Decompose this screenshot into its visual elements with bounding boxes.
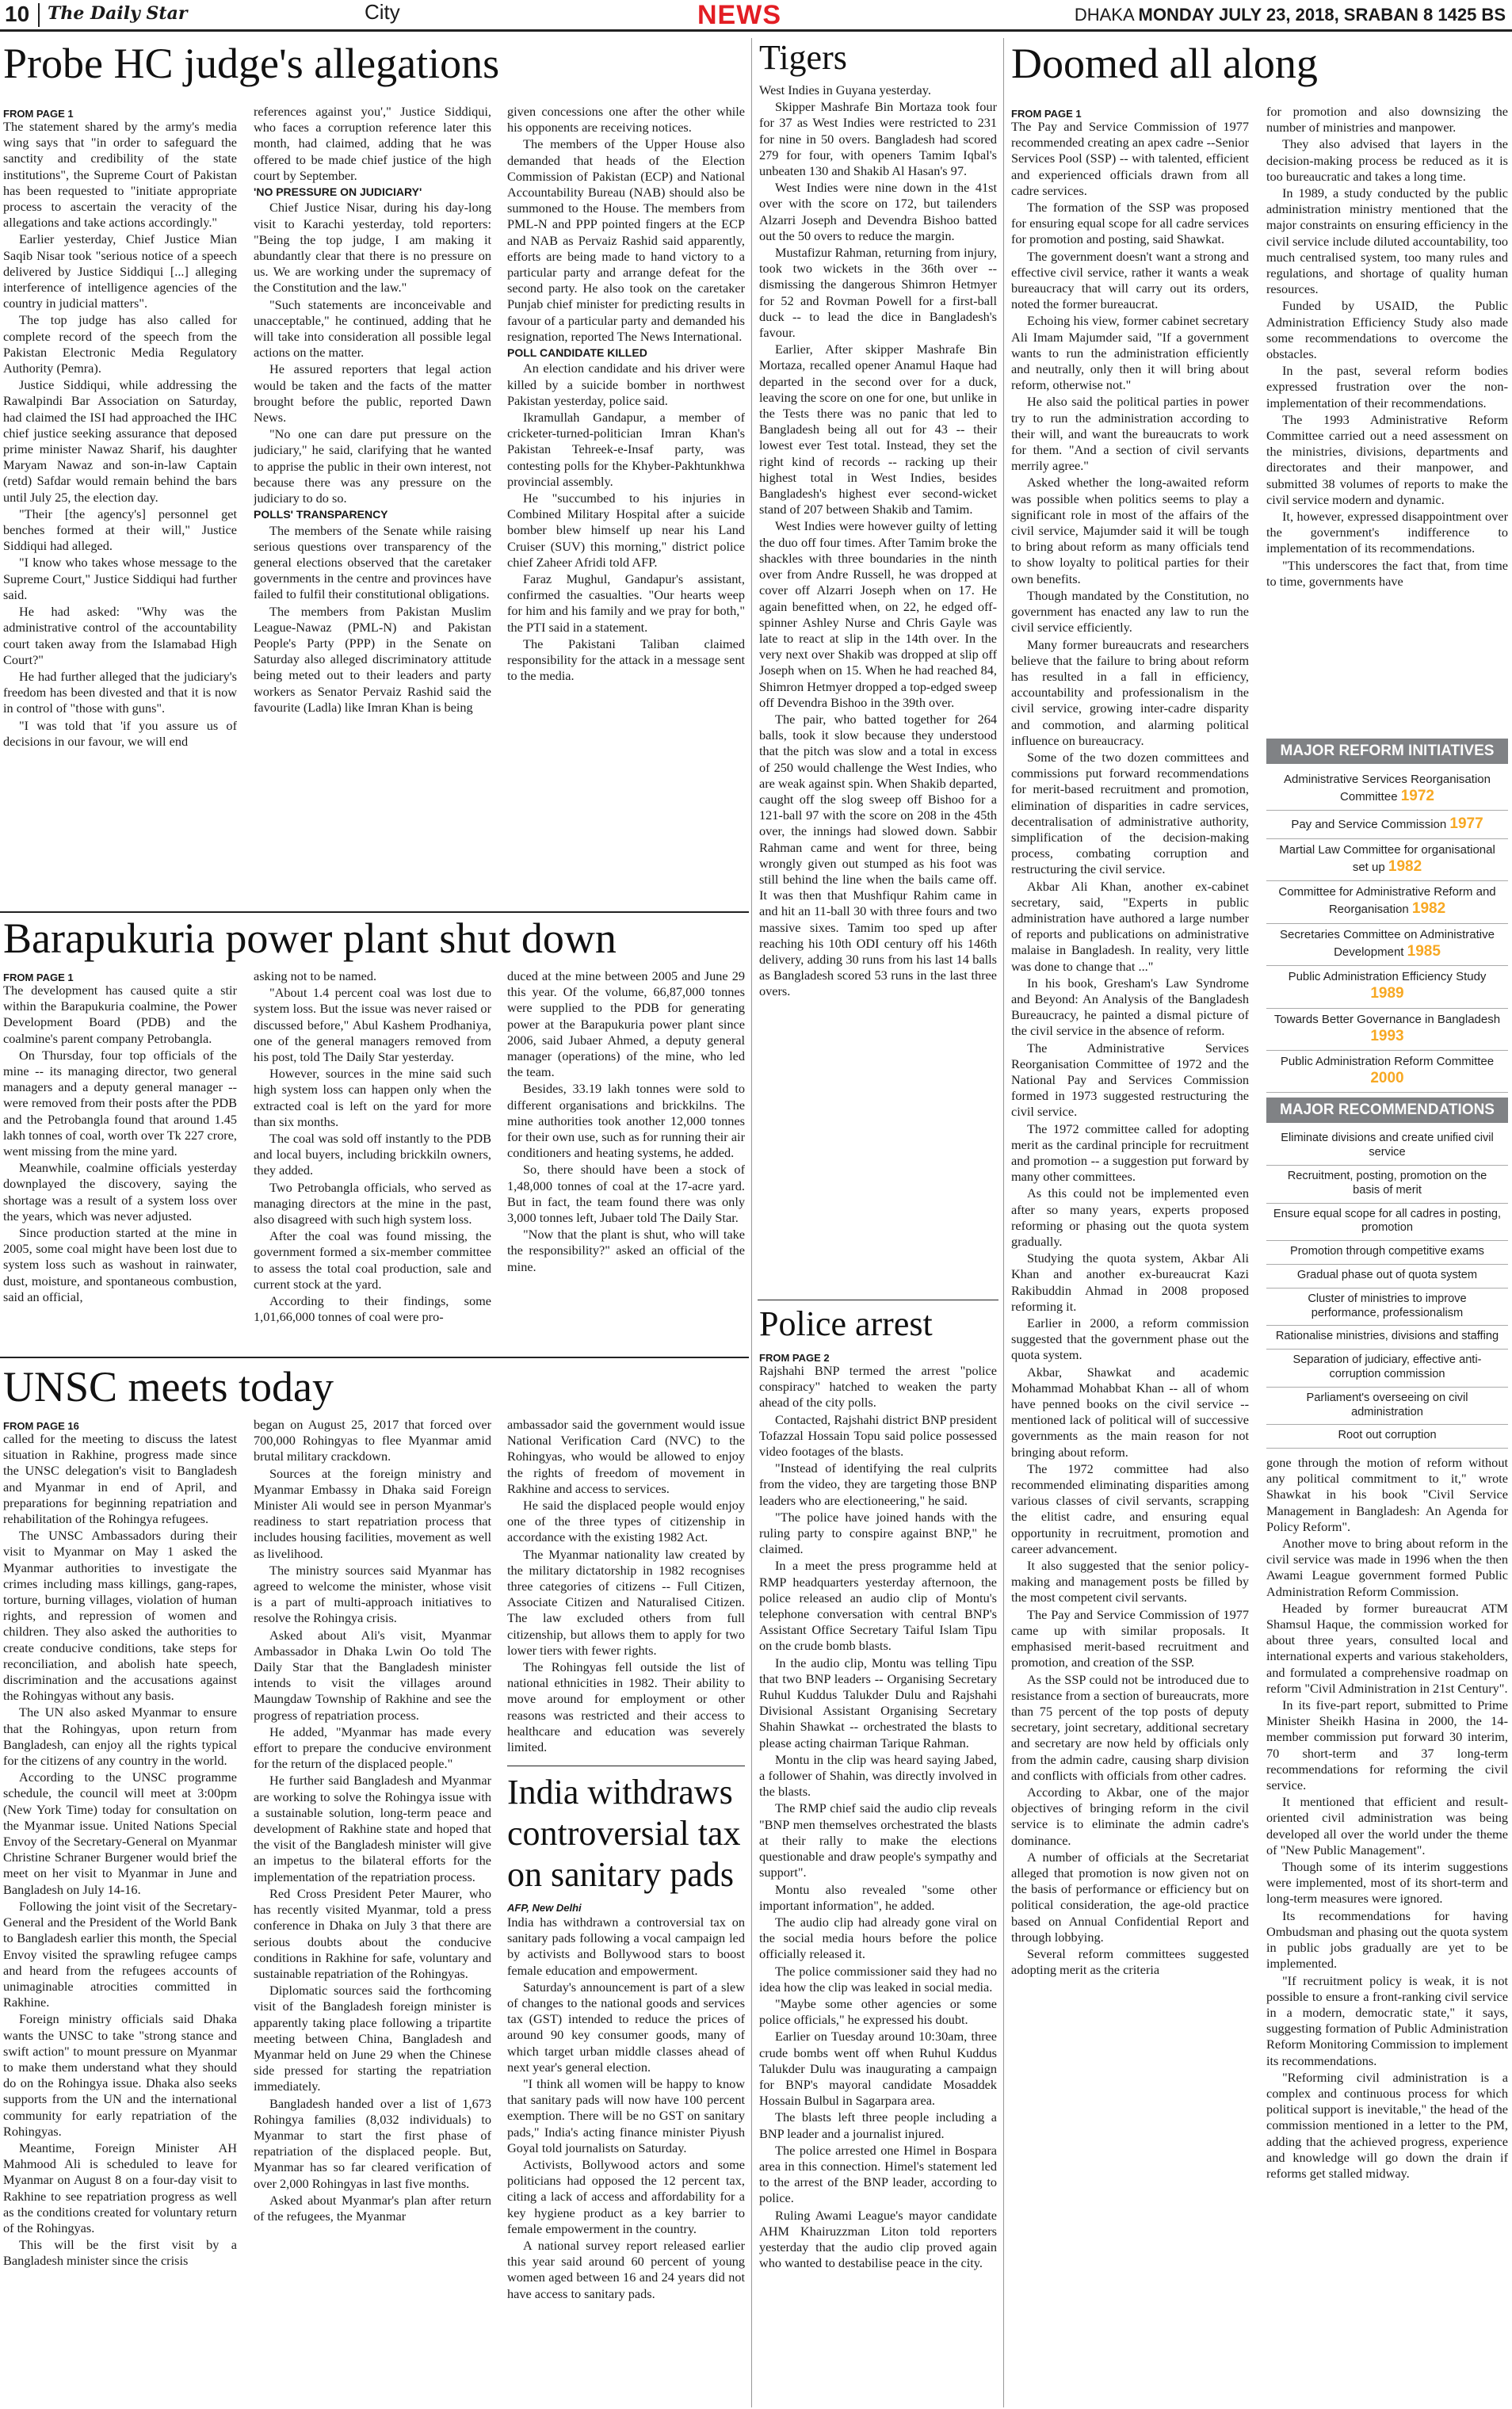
paragraph: Meanwhile, coalmine officials yesterday downplayed the discovery, saying the shortage was a result of a system loss over the years, which was never adjusted. <box>3 1160 237 1224</box>
paragraph: Earlier on Tuesday around 10:30am, three crude bombs went off when Ruhul Kuddus Talukder Dulu was inaugurating a campaign for BNP's mayoral candidate Mosaddek Hossain Bulbul in Sagarpara area. <box>759 2029 997 2109</box>
paragraph: The RMP chief said the audio clip reveals "BNP men themselves orchestrated the blasts at their rally to make the elections questionable and draw people's sympathy and support". <box>759 1800 997 1880</box>
paragraph: According to Akbar, one of the major objectives of bringing reform in the civil service is to eliminate the admin cadre's dominance. <box>1011 1784 1249 1848</box>
paragraph: given concessions one after the other while his opponents are receiving notices. <box>507 104 745 136</box>
paragraph: "Now that the plant is shut, who will take the responsibility?" asked an official of the mine. <box>507 1227 745 1274</box>
paragraph: Two Petrobangla officials, who served as managing directors at the mine in the past, also disagreed with such high system loss. <box>254 1179 491 1227</box>
paragraph: Mustafizur Rahman, returning from injury, took two wickets in the 36th over -- dismissing the dangerous Shimron Hetmyer for 52 and Rovman Powell for a first-ball duck -- to lead the dice in Bangladesh's favour. <box>759 245 997 341</box>
paragraph: The members from Pakistan Muslim League-Nawaz (PML-N) and Pakistan People's Party (PPP) in the Senate on Saturday also alleged discriminatory attitude being meted out to their leaders and party workers as Senator Pervaiz Rashid said the favourite (Ladla) like Imran Khan is being <box>254 603 491 715</box>
paragraph: The Pay and Service Commission of 1977 recommended creating an apex cadre --Senior Services Pool (SSP) -- with talented, efficient and experienced officials drawn from all cadre services. <box>1011 119 1249 198</box>
paragraph: The UN also asked Myanmar to ensure that the Rohingyas, upon return from Bangladesh, can enjoy all the rights typical for the citizens of any country in the world. <box>3 1705 237 1769</box>
story-column <box>254 968 491 1349</box>
initiative-name: Committee for Administrative Reform and Reorganisation <box>1278 885 1496 917</box>
reform-initiative-item <box>1266 1009 1508 1051</box>
paragraph: Asked whether the long-awaited reform was possible when politics seems to play a significant role in most of the affairs of the civil service, Majumder said it will be tough to bring about reform as many officials tend to show loyalty to political parties for their own benefits. <box>1011 475 1249 586</box>
initiative-name: Secretaries Committee on Administrative Development <box>1280 927 1495 959</box>
paragraph: The Administrative Services Reorganisation Committee of 1972 and the National Pay and Services Commission formed in 1973 suggested restructuring the civil service. <box>1011 1040 1249 1120</box>
masthead <box>0 0 1512 32</box>
paragraph: Activists, Bollywood actors and some politicians had opposed the 12 percent tax, citing a lack of access and affordability for a key hygiene product as a key barrier to female empowerment in the country. <box>507 2157 745 2236</box>
paragraph: The ministry sources said Myanmar has agreed to welcome the minister, whose visit is a part of multi-approach initiatives to resolve the Rohingya crisis. <box>254 1562 491 1626</box>
initiative-year: 2000 <box>1370 1070 1404 1087</box>
paragraph: The pair, who batted together for 264 balls, took it slow because they understood that the pitch was slow and a total in excess of 250 would challenge the West Indies, who are weak against spin. When Shakib departed, caught off the slog sweep off Bishoo for a 121-ball 97 with the score on 208 in the 45th over, the innings had slowed down. Sabbir Rahman came and went for three, being wrongly given out stumped as his foot was still behind the line when the bails came off. It was then that Mushfiqur Rahim came in and hit an 11-ball 30 with three fours and two massive sixes. Tamim too sped up after reaching his 10th ODI century off his 146th delivery, adding 30 runs from his last 14 balls as Bangladesh scored 53 runs in the last three overs. <box>759 711 997 999</box>
recommendation-item: Gradual phase out of quota system <box>1266 1265 1508 1288</box>
recommendation-item: Parliament's overseeing on civil administration <box>1266 1388 1508 1426</box>
byline-doomed: FROM PAGE 1 <box>1011 108 1082 120</box>
paragraph: Several reform committees suggested adopting merit as the criteria <box>1011 1945 1249 1978</box>
paragraph: called for the meeting to discuss the latest situation in Rakhine, progress made since the UNSC delegation's visit to Bangladesh and Myanmar in end of April, and preparations for beginning repatriation and rehabilitation of the Rohingya refugees. <box>3 1431 237 1527</box>
headline-doomed: Doomed all along <box>1011 40 1318 87</box>
section-divider <box>0 1357 749 1358</box>
paragraph: The Pay and Service Commission of 1977 came up with similar proposals. It emphasised merit-based recruitment and promotion, and creation of the SSP. <box>1011 1606 1249 1670</box>
paragraph: Saturday's announcement is part of a slew of changes to the national goods and services tax (GST) intended to reduce the prices of around 90 key consumer goods, many of which target urban middle classes ahead of next year's general election. <box>507 1979 745 2075</box>
headline-india-tax: India withdraws controversial tax on sanitary pads <box>507 1773 741 1894</box>
initiative-name: Pay and Service Commission <box>1291 818 1450 832</box>
paragraph: Headed by former bureaucrat ATM Shamsul Haque, the commission worked for about three years, consulted local and international experts and various stakeholders, and formulated a comprehensive roadmap on reform "Civil Administration in 21st Century". <box>1266 1600 1508 1696</box>
paragraph: However, sources in the mine said such high system loss can happen only when the extracted coal is left on the yard for more than six months. <box>254 1066 491 1129</box>
headline-tigers: Tigers <box>759 38 847 77</box>
infobox-title-initiatives: MAJOR REFORM INITIATIVES <box>1266 739 1508 764</box>
paragraph: Foreign ministry officials said Dhaka wants the UNSC to take "strong stance and swift action" to mount pressure on Myanmar to make them understand what they should do on the Rohingya issue. Dhaka also seeks supports from the UN and the international community for early repatriation of the Rohingyas. <box>3 2011 237 2139</box>
column-rule <box>1003 38 1004 2407</box>
paragraph: Another move to bring about reform in the civil service was made in 1996 when the then Awami League government formed Public Administration Reform Commission. <box>1266 1536 1508 1599</box>
paragraph: He assured reporters that legal action would be taken and the facts of the matter brought before the public, reported Dawn News. <box>254 361 491 426</box>
initiative-year: 1972 <box>1400 788 1434 805</box>
byline-unsc: FROM PAGE 16 <box>3 1420 79 1432</box>
paragraph: The police arrested one Himel in Bospara area in this connection. Himel's statement led to the arrest of the BNP leader, according to police. <box>759 2142 997 2206</box>
initiative-year: 1989 <box>1370 985 1404 1002</box>
byline-police: FROM PAGE 2 <box>759 1352 830 1364</box>
recommendation-item: Eliminate divisions and create unified civil service <box>1266 1128 1508 1166</box>
recommendation-item: Recruitment, posting, promotion on the basis of merit <box>1266 1166 1508 1204</box>
paragraph: Diplomatic sources said the forthcoming visit of the Bangladesh foreign minister is apparently taking place following a tripartite meeting between China, Bangladesh and Myanmar held on June 29 when the Chinese side pressed for starting the repatriation immediately. <box>254 1983 491 2094</box>
paragraph: The formation of the SSP was proposed for ensuring equal scope for all cadre services for promotion and posting, said Shawkat. <box>1011 200 1249 247</box>
paragraph: "No one can dare put pressure on the judiciary," he said, clarifying that he wanted to apprise the public in their own interest, not because there was any pressure on the judiciary to do so. <box>254 426 491 506</box>
paragraph: On Thursday, four top officials of the mine -- its managing director, two general managers and a deputy general manager -- were removed from their posts after the PDB and the Petrobangla found that around 1.45 lakh tonnes of coal, worth over Tk 227 crore, went missing from the mine yard. <box>3 1047 237 1159</box>
paragraph: Montu in the clip was heard saying Jabed, a follower of Shahin, was directly involved in the blasts. <box>759 1751 997 1800</box>
paragraph: Its recommendations for having Ombudsman and phasing out the quota system in public jobs gradually are yet to be implemented. <box>1266 1907 1508 1972</box>
paragraph: Contacted, Rajshahi district BNP president Tofazzal Hossain Topu said police possessed video footages of the blasts. <box>759 1411 997 1460</box>
recommendation-item: Ensure equal scope for all cadres in posting, promotion <box>1266 1204 1508 1242</box>
story-column <box>1266 1455 1508 2407</box>
paragraph: It, however, expressed disappointment over the government's indifference to implementation of its recommendations. <box>1266 509 1508 556</box>
paragraph: In a meet the press programme held at RMP headquarters yesterday afternoon, the police released an audio clip of Montu's telephone conversation with central BNP's Assistant Office Secretary Taiful Islam Tipu on the crude bomb blasts. <box>759 1558 997 1654</box>
paragraph: The Pakistani Taliban claimed responsibility for the attack in a message sent to the media. <box>507 636 745 684</box>
byline-probe: FROM PAGE 1 <box>3 108 74 120</box>
paragraph: As this could not be implemented even after so many years, experts proposed reforming or phasing out the quota system gradually. <box>1011 1185 1249 1250</box>
paragraph: Chief Justice Nisar, during his day-long visit to Karachi yesterday, told reporters: "Being the top judge, I am making it abundantly clear that there is no pressure on us. We are working under the supremacy of the Constitution and the law." <box>254 200 491 296</box>
reform-initiative-item <box>1266 811 1508 838</box>
paragraph: West Indies in Guyana yesterday. <box>759 82 931 97</box>
reform-infobox <box>1266 739 1508 1452</box>
paragraph: In the audio clip, Montu was telling Tipu that two BNP leaders -- Organising Secretary Ruhul Kuddus Talukder Dulu and Rajshahi Divisional Assistant Organising Secretary Shahin Shawkat -- orchestrated the blasts to please acting chairman Tarique Rahman. <box>759 1655 997 1750</box>
paragraph: Many former bureaucrats and researchers believe that the failure to bring about reform has resulted in a fall in efficiency, accountability and professionalism in the civil service, growing inter-cadre disparity and commotion, and alarming political influence on bureaucracy. <box>1011 636 1249 748</box>
initiative-year: 1985 <box>1407 942 1441 960</box>
headline-police-arrest: Police arrest <box>759 1304 933 1343</box>
paragraph: "If recruitment policy is weak, it is not possible to ensure a front-ranking civil service in a modern, democratic state," it says, suggesting formation of Public Administration Reform Monitoring Commission to implement its recommendations. <box>1266 1972 1508 2068</box>
story-column <box>1266 104 1508 738</box>
recommendation-item: Root out corruption <box>1266 1425 1508 1449</box>
reform-initiative-item <box>1266 966 1508 1008</box>
paragraph: Funded by USAID, the Public Administration Efficiency Study also made some recommendations to overcome the obstacles. <box>1266 298 1508 362</box>
story-column <box>507 104 745 904</box>
column-rule <box>751 38 752 2407</box>
initiative-year: 1982 <box>1411 900 1446 918</box>
recommendation-item: Promotion through competitive exams <box>1266 1241 1508 1265</box>
paragraph: Following the joint visit of the Secretary-General and the President of the World Bank to Bangladesh earlier this month, the Special Envoy visited the sprawling refugee camps and heard from the refugees accounts of unimaginable atrocities committed in Rakhine. <box>3 1898 237 2010</box>
paragraph: "The police have joined hands with the ruling party to conspire against BNP," he claimed. <box>759 1509 997 1557</box>
paragraph: Justice Siddiqui, while addressing the Rawalpindi Bar Association on Saturday, had claimed the ISI had approached the IHC chief justice seeking assurance that deposed prime minister Nawaz Sharif, his daughter Maryam Nawaz and son-in-law Captain (retd) Safdar would remain behind the bars until July 25, the election day. <box>3 377 237 505</box>
paragraph: According to their findings, some 1,01,66,000 tonnes of coal were pro- <box>254 1293 491 1325</box>
paragraph: for promotion and also downsizing the number of ministries and manpower. <box>1266 104 1508 136</box>
paragraph: The police commissioner said they had no idea how the clip was leaked in social media. <box>759 1963 997 1995</box>
paragraph: The blasts left three people including a BNP leader and a journalist injured. <box>759 2109 997 2141</box>
story-column <box>3 1431 237 2407</box>
paragraph: began on August 25, 2017 that forced over 700,000 Rohingyas to flee Myanmar amid brutal military crackdown. <box>254 1417 491 1464</box>
paragraph: Though mandated by the Constitution, no government has enacted any law to run the civil service efficiently. <box>1011 587 1249 636</box>
headline-barapukuria: Barapukuria power plant shut down <box>3 914 617 962</box>
paragraph: He said the displaced people would enjoy one of the three types of citizenship in accordance with the existing 1982 Act. <box>507 1498 745 1545</box>
initiative-year: 1977 <box>1449 815 1483 833</box>
initiative-name: Public Administration Efficiency Study <box>1288 970 1487 984</box>
paragraph: Rajshahi BNP termed the arrest "police conspiracy" hatched to weaken the party ahead of the city polls. <box>759 1363 997 1411</box>
paragraph: India has withdrawn a controversial tax on sanitary pads following a vocal campaign led by activists and Bollywood stars to boost female education and empowerment. <box>507 1915 745 1978</box>
paragraph: Earlier in 2000, a reform commission suggested that the government phase out the quota system. <box>1011 1315 1249 1363</box>
paragraph: Echoing his view, former cabinet secretary Ali Imam Majumder said, "If a government wants to run the administration efficiently and neutrally, only then it will bring about reform, otherwise not." <box>1011 313 1249 393</box>
paragraph: In its five-part report, submitted to Prime Minister Sheikh Hasina in 2000, the 14-member commission put forward 30 interim, 70 short-term and 37 long-term recommendations for reforming the civil service. <box>1266 1697 1508 1793</box>
paragraph: He had further alleged that the judiciary's freedom has been divested and that it is now in control of "those with guns". <box>3 668 237 716</box>
paragraph: He had asked: "Why was the administrative control of the accountability court taken away from the Islamabad High Court?" <box>3 604 237 667</box>
story-column <box>3 119 237 911</box>
paragraph: In 1989, a study conducted by the public administration ministry mentioned that the major constraints on ensuring efficiency in the civil service include diluted accountability, too much centralised system, too many rules and regulations, and shortage of quality human resources. <box>1266 185 1508 297</box>
section-name: City <box>365 0 400 24</box>
paragraph: So, there should have been a stock of 1,48,000 tonnes of coal at the 17-acre yard. But in fact, the team found there was only 3,000 tonnes left, Jubaer told The Daily Star. <box>507 1162 745 1226</box>
paragraph: An election candidate and his driver were killed by a suicide bomber in northwest Pakistan yesterday, police said. <box>507 361 745 408</box>
paragraph: Meantime, Foreign Minister AH Mahmood Ali is scheduled to leave for Myanmar on August 8 on a four-day visit to Rakhine to see repatriation progress as well as the conditions created for voluntary return of the Rohingyas. <box>3 2140 237 2235</box>
paragraph: In his book, Gresham's Law Syndrome and Beyond: An Analysis of the Bangladesh Bureaucracy, he painted a dismal picture of the civil service in the absence of reform. <box>1011 975 1249 1039</box>
recommendation-item: Separation of judiciary, effective anti-corruption commission <box>1266 1350 1508 1388</box>
story-column <box>1011 119 1249 2407</box>
initiative-name: Towards Better Governance in Bangladesh <box>1273 1012 1501 1026</box>
infobox-title-recommendations: MAJOR RECOMMENDATIONS <box>1266 1098 1508 1123</box>
paragraph: The development has caused quite a stir within the Barapukuria coalmine, the Power Development Board (PDB) and the coalmine's parent company Petrobangla. <box>3 983 237 1046</box>
story-column <box>3 983 237 1347</box>
story-column <box>759 1363 997 2407</box>
initiative-name: Public Administration Reform Committee <box>1280 1054 1495 1068</box>
paragraph: The UNSC Ambassadors during their visit to Myanmar on May 1 asked the Myanmar authorities to investigate the crimes including mass killings, gang-rapes, torture, burning villages, violation of human rights, and repression of women and children. They also asked the authorities to create conducive conditions, take steps for reconciliation, and abolish hate speech, discrimination and the accusations against the Rohingyas without any basis. <box>3 1528 237 1704</box>
story-column <box>254 1417 491 2407</box>
paragraph: duced at the mine between 2005 and June 29 this year. Of the volume, 66,87,000 tonnes were supplied to the PDB for generating power at the Barapukuria power plant since 2006, said Jubaer Ahmed, a deputy general manager (operations) of the mine, who led the team. <box>507 968 745 1080</box>
masthead-divider <box>38 3 40 27</box>
paragraph: The government doesn't want a strong and effective civil service, rather it wants a weak bureaucracy that will carry out its orders, noted the former bureaucrat. <box>1011 248 1249 312</box>
initiative-year: 1993 <box>1370 1027 1404 1044</box>
paragraph: Sources at the foreign ministry and Myanmar Embassy in Dhaka said Foreign Minister Ali would see in person Myanmar's readiness to start repatriation process that includes housing facilities, movement as well as livelihood. <box>254 1465 491 1561</box>
paragraph: West Indies were however guilty of letting the duo off four times. After Tamim broke the shackles with three boundaries in the ninth over from Andre Russell, he was dropped at cover off Alzarri Joseph when on 17. He again benefitted when, on 22, he edged off-spinner Ashley Nurse and Chris Gayle was late to react at slip in the 14th over. In the very next over Shakib was dropped at slip off Joseph when on 15. When he had reached 84, Shimron Hetmyer dropped a top-edged sweep off Devendra Bishoo in the 39th over. <box>759 518 997 710</box>
paragraph: The 1972 committee called for adopting merit as the cardinal principle for recruitment and promotion -- a suggestion put forward by many other committees. <box>1011 1121 1249 1185</box>
paragraph: "I think all women will be happy to know that sanitary pads will now have 100 percent exemption. There will be no GST on sanitary pads," India's acting finance minister Piyush Goyal told journalists on Saturday. <box>507 2076 745 2155</box>
paragraph: "This underscores the fact that, from time to time, governments have <box>1266 557 1508 589</box>
paragraph: Red Cross President Peter Maurer, who has recently visited Myanmar, told a press conference in Dhaka on July 3 that there are serious doubts about the conducive conditions in Rakhine for safe, voluntary and sustainable repatriation of the Rohingyas. <box>254 1885 491 1981</box>
section-divider <box>0 911 749 913</box>
reform-initiative-item <box>1266 924 1508 966</box>
paragraph: He "succumbed to his injuries in Combined Military Hospital after a suicide bomber blew himself up near his Land Cruiser (SUV) this morning," district police chief Zaheer Afridi told AFP. <box>507 491 745 570</box>
paragraph: He also said the political parties in power try to run the administration according to their will, and want the bureaucrats to work for them. "And a section of civil servants merrily agree." <box>1011 394 1249 474</box>
paragraph: The statement shared by the army's media wing says that "in order to safeguard the sanctity and credibility of the state institutions", the Supreme Court of Pakistan has been requested to "initiate appropriate process to ascertain the veracity of the allegations and take actions accordingly." <box>3 119 237 231</box>
paragraph: According to the UNSC programme schedule, the council will meet at 3:00pm (New York Time) today for consultation on the Myanmar issue. United Nations Special Envoy of the Secretary-General on Myanmar Christine Schraner Burgener would brief the meet on her visit to Myanmar in June and Bangladesh on July 14-16. <box>3 1770 237 1897</box>
story-column <box>507 968 745 1349</box>
paragraph: references against you'," Justice Siddiqui, who faces a corruption reference later this month, had claimed, adding that he was offered to be made chief justice of the high court by September. <box>254 104 491 183</box>
paragraph: After the coal was found missing, the government formed a six-member committee to assess the total coal production, sale and current stock at the yard. <box>254 1228 491 1292</box>
paragraph: Ruling Awami League's mayor candidate AHM Khairuzzman Liton told reporters yesterday that the audio clip proved again who wanted to destabilise peace in the city. <box>759 2207 997 2271</box>
paragraph: Since production started at the mine in 2005, some coal might have been lost due to system loss such as washout in rainwater, dust, moisture, and spontaneous combustion, said an official, <box>3 1225 237 1304</box>
paragraph: The members of the Senate while raising serious questions over transparency of the general elections observed that the caretaker governments in the centre and provinces have failed to fulfil their constitutional obligations. <box>254 522 491 602</box>
paragraph: "Reforming civil administration is a complex and continuous process for which political support is inevitable," the head of the commission mentioned in a letter to the PM, adding that the achieved progress, experience and knowledge will go down the drain if reforms get stalled midway. <box>1266 2069 1508 2181</box>
headline-probe-hc-judge: Probe HC judge's allegations <box>3 40 500 87</box>
paragraph: "Instead of identifying the real culprits from the video, they are targeting those BNP leaders who are electioneering," he said. <box>759 1460 997 1508</box>
subheading: POLL CANDIDATE KILLED <box>507 346 647 360</box>
story-column <box>759 82 997 1295</box>
story-column <box>254 104 491 908</box>
paragraph: As the SSP could not be introduced due to resistance from a section of bureaucrats, more than 75 percent of the top posts of deputy secretary, joint secretary, additional secretary and secretary are now held by officials only from the admin cadre, causing sharp division and conflicts with officials from other cadres. <box>1011 1671 1249 1783</box>
paragraph: "Their [the agency's] personnel get benches formed at their will," Justice Siddiqui had alleged. <box>3 506 237 554</box>
recommendations-list <box>1266 1128 1508 1449</box>
paragraph: The Myanmar nationality law created by the military dictatorship in 1982 recognises three categories of citizens -- Full Citizen, Associate Citizen and Naturalised Citizen. The law excluded others from full citizenship, but allows them to apply for two lower tiers with fewer rights. <box>507 1546 745 1658</box>
paragraph: Earlier yesterday, Chief Justice Mian Saqib Nisar took "serious notice of a speech delivered by Justice Siddiqui [...] alleging interference of intelligence agencies of the country in judicial matters". <box>3 231 237 311</box>
paragraph: "Such statements are inconceivable and unacceptable," he continued, adding that he will take into consideration all possible legal actions on the matter. <box>254 296 491 361</box>
subheading: 'NO PRESSURE ON JUDICIARY' <box>254 185 422 199</box>
paragraph: The top judge has also called for complete record of the speech from the Pakistan Electronic Media Regulatory Authority (Pemra). <box>3 312 237 376</box>
initiative-year: 1982 <box>1388 857 1422 875</box>
paragraph: Some of the two dozen committees and commissions put forward recommendations for merit-based recruitment and promotion, elimination of disparities in cadre services, decentralisation of administrative authority, simplification of the decision-making process, combating corruption and restructuring the civil service. <box>1011 749 1249 877</box>
paragraph: Skipper Mashrafe Bin Mortaza took four for 37 as West Indies were restricted to 231 for nine in 50 overs. Bangladesh had scored 279 for four, with openers Tamim Iqbal's unbeaten 130 and Shakib Al Hasan's 97. <box>759 99 997 179</box>
paragraph: He further said Bangladesh and Myanmar are working to solve the Rohingya issue with a sustainable solution, long-term peace and development of Rakhine state and hoped that the visit of the Bangladesh minister will give an impetus to the bilateral efforts for the implementation of the repatriation process. <box>254 1773 491 1884</box>
paragraph: Besides, 33.19 lakh tonnes were sold to different organisations and brickkilns. The mine authorities took another 12,000 tonnes for their own use, such as for running their air conditioners and heating systems, he added. <box>507 1081 745 1161</box>
paragraph: ambassador said the government would issue National Verification Card (NVC) to the Rohingyas, who would be allowed to enjoy the rights of freedom of movement in Rakhine and access to services. <box>507 1417 745 1496</box>
paragraph: The 1972 committee had also recommended eliminating disparities among various classes of civil servants, scrapping the elitist cadre, and ensuring equal opportunity in recruitment, promotion and career advancement. <box>1011 1460 1249 1556</box>
paragraph: Ikramullah Gandapur, a member of cricketer-turned-politician Imran Khan's Pakistan Tehreek-e-Insaf party, was contesting polls for the Khyber-Pakhtunkhwa provincial assembly. <box>507 410 745 489</box>
issue-date: DHAKA MONDAY JULY 23, 2018, SRABAN 8 1425 BS <box>1074 5 1506 25</box>
reform-initiative-item <box>1266 881 1508 923</box>
paragraph: "About 1.4 percent coal was lost due to system loss. But the issue was never raised or discussed before," Abul Kashem Prodhaniya, one of the general managers removed from his post, told The Daily Star yesterday. <box>254 985 491 1065</box>
paragraph: It mentioned that efficient and result-oriented civil administration was being developed all over the world under the theme of "New Public Management". <box>1266 1794 1508 1857</box>
reform-initiative-item <box>1266 839 1508 881</box>
reform-initiative-item <box>1266 769 1508 811</box>
paragraph: Studying the quota system, Akbar Ali Khan and another ex-bureaucrat Kazi Rakibuddin Ahmad in 2008 proposed reforming it. <box>1011 1250 1249 1314</box>
paragraph: The 1993 Administrative Reform Committee carried out a need assessment on the ministries, divisions, departments and directorates and their manpower, and submitted 38 volumes of reports to make the civil service modern and dynamic. <box>1266 411 1508 507</box>
paragraph: They also advised that layers in the decision-making process be reduced as it is too bureaucratic and takes a long time. <box>1266 136 1508 184</box>
paragraph: "Maybe some other agencies or some police officials," he expressed his doubt. <box>759 1995 997 2028</box>
paragraph: The Rohingyas fell outside the list of national ethnicities in 1982. Their ability to move around for employment or other reasons was restricted and their access to healthcare and education was severely limited. <box>507 1659 745 1755</box>
subheading: POLLS' TRANSPARENCY <box>254 508 388 521</box>
paragraph: asking not to be named. <box>254 968 377 983</box>
byline-barapukuria: FROM PAGE 1 <box>3 972 74 983</box>
paragraph: He added, "Myanmar has made every effort to prepare the conducive environment for the return of the displaced people." <box>254 1724 491 1772</box>
paragraph: The coal was sold off instantly to the PDB and local buyers, including brickkiln owners, they added. <box>254 1131 491 1178</box>
paragraph: Faraz Mughul, Gandapur's assistant, confirmed the casualties. "Our hearts weep for him and his family and we pray for both," the PTI said in a statement. <box>507 571 745 635</box>
section-label: NEWS <box>697 0 781 30</box>
paragraph: gone through the motion of reform without any political commitment to it," wrote Shawkat in his book "Civil Service Management in Bangladesh: An Agenda for Policy Reform". <box>1266 1455 1508 1534</box>
paragraph: West Indies were nine down in the 41st over with the score on 172, but tailenders Alzarri Joseph and Devendra Bishoo batted out the 50 overs to reduce the margin. <box>759 180 997 243</box>
reform-initiative-item <box>1266 1051 1508 1093</box>
headline-unsc: UNSC meets today <box>3 1363 334 1411</box>
paper-name: The Daily Star <box>48 3 188 24</box>
paragraph: "I was told that 'if you assure us of decisions in our favour, we will end <box>3 717 237 749</box>
page-number: 10 <box>5 2 30 26</box>
paragraph: "I know who takes whose message to the Supreme Court," Justice Siddiqui had further said. <box>3 555 237 602</box>
paragraph: A national survey report released earlier this year said around 60 percent of young women aged between 16 and 24 years did not have access to sanitary pads. <box>507 2238 745 2301</box>
paragraph: The audio clip had already gone viral on the social media hours before the police officially released it. <box>759 1914 997 1962</box>
paragraph: This will be the first visit by a Bangladesh minister since the crisis <box>3 2237 237 2269</box>
paragraph: Akbar, Shawkat and academic Mohammad Mohabbat Khan -- all of whom have penned books on the civil service -- mentioned lack of political will of successive governments as the main reason for not bringing about reform. <box>1011 1364 1249 1460</box>
paragraph: Bangladesh handed over a list of 1,673 Rohingya families (8,032 individuals) to Myanmar to start the first phase of repatriation of the displaced people. But, Myanmar has so far cleared verification of over 2,000 Rohingyas in last five months. <box>254 2095 491 2191</box>
story-column <box>507 1417 745 1758</box>
paragraph: Montu also revealed "some other important information", he added. <box>759 1881 997 1913</box>
initiative-name: Martial Law Committee for organisational set up <box>1279 842 1495 874</box>
recommendation-item: Cluster of ministries to improve performance, professionalism <box>1266 1288 1508 1327</box>
paragraph: Asked about Ali's visit, Myanmar Ambassador in Dhaka Lwin Oo told The Daily Star that the Bangladesh minister intends to visit the villages around Maungdaw Township of Rakhine and see the progress of repatriation process. <box>254 1627 491 1723</box>
story-column <box>507 1915 745 2407</box>
paragraph: A number of officials at the Secretariat alleged that promotion is now given not on the basis of performance or efficiency but on political consideration, the age-old practice based on Annual Confidential Report and through lobbying. <box>1011 1849 1249 1945</box>
initiatives-list <box>1266 769 1508 1093</box>
paragraph: In the past, several reform bodies expressed frustration over the non-implementation of their recommendations. <box>1266 363 1508 410</box>
paragraph: Asked about Myanmar's plan after return of the refugees, the Myanmar <box>254 2192 491 2224</box>
paragraph: Though some of its interim suggestions were implemented, most of its short-term and long-term measures were ignored. <box>1266 1859 1508 1907</box>
paragraph: Akbar Ali Khan, another ex-cabinet secretary, said, "Experts in public administration have authored a large number of reports and publications on administrative malaise in Bangladesh. In reality, very little was done to change that ..." <box>1011 878 1249 974</box>
paragraph: Earlier, After skipper Mashrafe Bin Mortaza, recalled opener Anamul Haque had departed in the second over for a duck, leaving the score on one for one, but unlike in the Tests there was no panic that led to Bangladesh being all out for 43 -- their lowest ever Test total. Instead, they set the right kind of records -- racking up their highest total in West Indies, besides Bangladesh's highest ever second-wicket stand of 207 between Shakib and Tamim. <box>759 342 997 517</box>
byline-india: AFP, New Delhi <box>507 1902 582 1914</box>
paragraph: It also suggested that the senior policy-making and management posts be filled by the most competent civil servants. <box>1011 1558 1249 1605</box>
initiative-name: Administrative Services Reorganisation Committee <box>1284 773 1491 804</box>
recommendation-item: Rationalise ministries, divisions and staffing <box>1266 1326 1508 1350</box>
paragraph: The members of the Upper House also demanded that heads of the Election Commission of Pakistan (ECP) and National Accountability Bureau (NAB) should also be summoned to the House. The members from PML-N and PPP pointed fingers at the ECP and NAB as Pervaiz Rashid said apparently, efforts are being made to hand victory to a particular party and arrange defeat for the second party. He also took on the caretaker Punjab chief minister for predicting results in favour of a particular party and demanded his resignation, reported The News International. <box>507 136 745 344</box>
